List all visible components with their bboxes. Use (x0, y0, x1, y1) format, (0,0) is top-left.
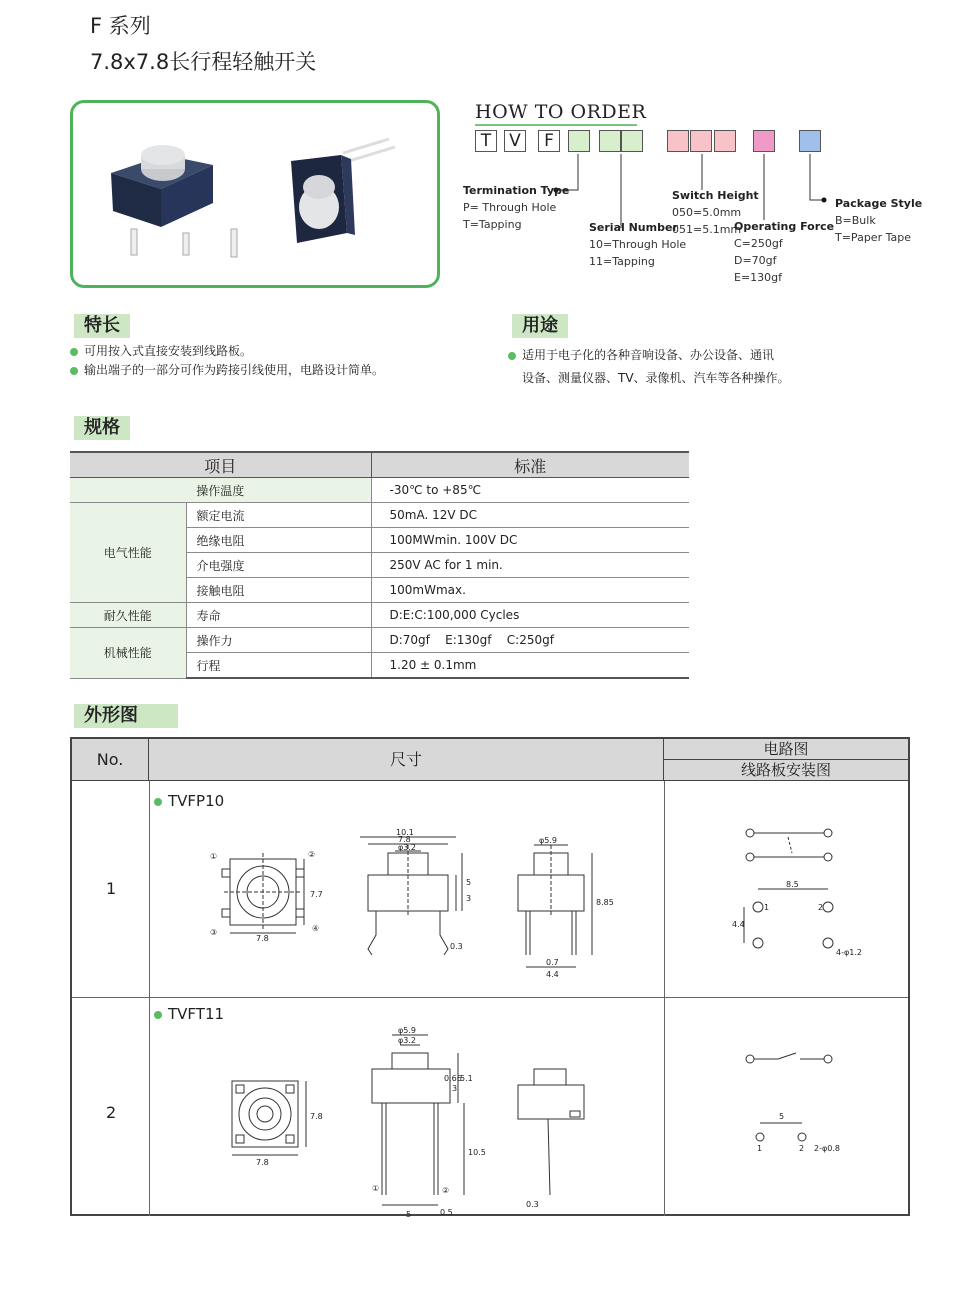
spec-group-electrical: 电气性能 (70, 503, 186, 603)
dim-5-1: 5.1 (460, 1074, 473, 1083)
pcb-dim-8-5: 8.5 (786, 880, 799, 889)
dim-0-66: 0.66 (444, 1074, 462, 1083)
series-label: F 系列 (90, 14, 151, 38)
termination-type (463, 182, 569, 233)
dim-7-8-bottom: 7.8 (256, 1158, 269, 1167)
force-line-3: E=130gf (734, 271, 783, 284)
spec-label-dielectric: 介电强度 (186, 553, 371, 578)
pcb-dim-4-4: 4.4 (732, 920, 745, 929)
dim-0-5: 0.5 (440, 1208, 453, 1217)
spec-tag: 规格 (74, 416, 130, 440)
pcb-hole-2: 2 (799, 1144, 805, 1153)
pin-label-2: ② (308, 850, 316, 859)
pcb-hole-1: 1 (757, 1144, 763, 1153)
code-box-height-3 (714, 130, 736, 152)
code-box-v: V (504, 130, 526, 152)
dim-phi-5-9: φ5.9 (398, 1026, 416, 1035)
bullet-dot (70, 348, 78, 356)
spec-row (70, 628, 689, 653)
feature-text-2: 输出端子的一部分可作为跨接引线使用，电路设计简单。 (84, 363, 385, 377)
pcb-hole-1: 1 (764, 903, 770, 912)
pcb-heading: 线路板安装图 (740, 761, 831, 779)
dim-7-8-side: 7.8 (310, 1112, 323, 1121)
code-box-package (799, 130, 821, 152)
pin-label-4: ④ (312, 924, 320, 933)
dim-3: 3 (466, 894, 472, 903)
height-line-2: 051=5.1mm (672, 223, 742, 236)
spec-group-mechanical: 机械性能 (70, 628, 186, 679)
features-list (70, 342, 384, 380)
product-photo (73, 103, 437, 285)
code-box-force (753, 130, 775, 152)
spec-value-force: D:70gf E:130gf C:250gf (371, 628, 689, 653)
row-divider (72, 997, 908, 998)
dim-phi-5-9: φ5.9 (539, 836, 557, 845)
force-line-2: D=70gf (734, 254, 777, 267)
pin-label-2: ② (442, 1186, 450, 1195)
circuit-heading: 电路图 (664, 739, 908, 760)
spec-value-rated: 50mA. 12V DC (371, 503, 689, 528)
height-line-1: 050=5.0mm (672, 206, 742, 219)
code-box-height-1 (667, 130, 689, 152)
usage-tag: 用途 (512, 314, 568, 338)
package-label: Package Style (835, 197, 923, 210)
outline-tag: 外形图 (74, 704, 178, 728)
feature-item (70, 361, 384, 380)
package-style (835, 195, 922, 246)
product-photo-frame (70, 100, 440, 288)
spec-value-travel: 1.20 ± 0.1mm (371, 653, 689, 679)
dim-0-3: 0.3 (526, 1200, 539, 1209)
dim-4-4: 4.4 (546, 970, 559, 979)
outline-table (70, 737, 910, 1219)
dim-7-7: 7.7 (310, 890, 323, 899)
circuit-pcb-2 (712, 1039, 892, 1199)
model-text-2: TVFT11 (168, 1005, 225, 1023)
termination-line-2: T=Tapping (463, 218, 522, 231)
col-divider (149, 781, 150, 1216)
termination-line-1: P= Through Hole (463, 201, 557, 214)
pcb-dim-5: 5 (779, 1112, 785, 1121)
row-number-2: 2 (106, 1103, 117, 1122)
package-line-1: B=Bulk (835, 214, 876, 227)
usage-line-2: 设备、测量仪器、TV、录像机、汽车等各种操作。 (522, 371, 790, 385)
spec-value-insulation: 100MWmin. 100V DC (371, 528, 689, 553)
pcb-hole-2: 2 (818, 903, 824, 912)
pin-label-1: ① (372, 1184, 380, 1193)
feature-item (70, 342, 384, 361)
spec-value-dielectric: 250V AC for 1 min. (371, 553, 689, 578)
page-title: 7.8x7.8长行程轻触开关 (90, 50, 317, 74)
feature-text-1: 可用按入式直接安装到线路板。 (84, 344, 253, 358)
dim-8-85: 8.85 (596, 898, 614, 907)
spec-label-rated: 额定电流 (186, 503, 371, 528)
serial-line-1: 10=Through Hole (589, 238, 687, 251)
code-box-f: F (538, 130, 560, 152)
usage-text (508, 344, 790, 390)
dim-phi-3-2: φ3.2 (398, 843, 416, 852)
spec-group-durability: 耐久性能 (70, 603, 186, 628)
dim-10-5: 10.5 (468, 1148, 486, 1157)
package-line-2: T=Paper Tape (835, 231, 911, 244)
force-line-1: C=250gf (734, 237, 783, 250)
spec-value-temp: -30℃ to +85℃ (371, 478, 689, 503)
bullet-dot (154, 1011, 162, 1019)
dim-5: 5 (466, 878, 472, 887)
row-number-1: 1 (106, 879, 117, 898)
model-text-1: TVFP10 (168, 792, 225, 810)
dimension-drawing-1 (200, 825, 662, 995)
model-name-1 (154, 792, 224, 810)
pcb-hole-spec: 4-φ1.2 (836, 948, 862, 957)
code-box-termination (568, 130, 590, 152)
spec-col-standard: 标准 (371, 452, 689, 478)
dim-7-8-top: 7.8 (256, 934, 269, 943)
code-box-serial-1 (599, 130, 621, 152)
serial-label: Serial Number (589, 221, 678, 234)
spec-value-life: D:E:C:100,000 Cycles (371, 603, 689, 628)
spec-value-contact: 100mWmax. (371, 578, 689, 603)
spec-row (70, 478, 689, 503)
dim-5: 5 (406, 1210, 412, 1219)
spec-row (70, 503, 689, 528)
how-to-order-heading: HOW TO ORDER (475, 101, 647, 123)
spec-label-travel: 行程 (186, 653, 371, 679)
bullet-dot (508, 352, 516, 360)
pin-label-3: ③ (210, 928, 218, 937)
code-box-height-2 (690, 130, 712, 152)
switch-photo-front (111, 145, 237, 257)
force-label: Operating Force (734, 220, 835, 233)
pin-label-1: ① (210, 852, 218, 861)
dim-10-1: 10.1 (396, 828, 414, 837)
dim-phi-3-2: φ3.2 (398, 1036, 416, 1045)
spec-row (70, 603, 689, 628)
serial-line-2: 11=Tapping (589, 255, 655, 268)
code-box-serial-2 (621, 130, 643, 152)
switch-photo-back (291, 139, 395, 243)
outline-col-dimensions: 尺寸 (149, 739, 664, 781)
spec-label-contact: 接触电阻 (186, 578, 371, 603)
spec-label-force: 操作力 (186, 628, 371, 653)
code-box-t: T (475, 130, 497, 152)
usage-line-1 (508, 344, 790, 367)
pcb-hole-spec: 2-φ0.8 (814, 1144, 840, 1153)
circuit-pcb-1 (712, 819, 892, 989)
operating-force (734, 218, 834, 286)
spec-label-life: 寿命 (186, 603, 371, 628)
dim-7-8: 7.8 (398, 835, 411, 844)
dim-0-3: 0.3 (450, 942, 463, 951)
bullet-dot (154, 798, 162, 806)
dim-0-7: 0.7 (546, 958, 559, 967)
spec-header-row (70, 452, 689, 478)
outline-col-circuit (664, 739, 908, 781)
heading-underline (475, 124, 637, 126)
spec-col-item: 项目 (70, 452, 371, 478)
dim-3: 3 (452, 1084, 458, 1093)
spec-label-insulation: 绝缘电阻 (186, 528, 371, 553)
col-divider (664, 781, 665, 1216)
features-tag: 特长 (74, 314, 130, 338)
dimension-drawing-2 (200, 1025, 662, 1219)
spec-label-temp: 操作温度 (70, 478, 371, 503)
bullet-dot (70, 367, 78, 375)
height-label: Switch Height (672, 189, 759, 202)
outline-col-no: No. (72, 739, 149, 781)
usage-text-1: 适用于电子化的各种音响设备、办公设备、通讯 (522, 348, 775, 362)
spec-table (70, 451, 689, 679)
termination-label: Termination Type (463, 184, 570, 197)
model-name-2 (154, 1005, 224, 1023)
